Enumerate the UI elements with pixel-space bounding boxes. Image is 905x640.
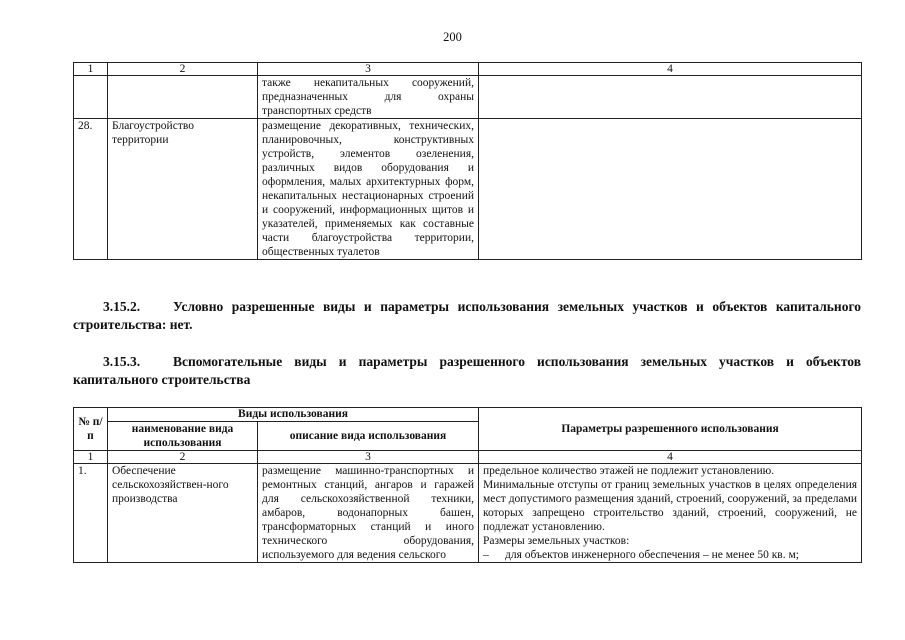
section-heading — [73, 298, 861, 334]
use-description: размещение машинно-транспортных и ремонтных станций, ангаров и гаражей для сельскохозяйственной техники, амбаров, водонапорных башен, трансформаторных станций и иного технического оборудования, используемого для ведения сельского — [258, 464, 479, 563]
section-heading — [73, 353, 861, 389]
row-number: 28. — [74, 119, 108, 260]
params-list-item — [483, 548, 857, 562]
header-group: Виды использования — [108, 408, 479, 422]
continuation-description: также некапитальных сооружений, предназначенных для охраны транспортных средств — [258, 76, 479, 119]
section-title: Условно разрешенные виды и параметры использования земельных участков и объектов капитального строительства: нет. — [73, 299, 861, 332]
col-number: 4 — [479, 451, 862, 464]
use-name: Благоустройство территории — [108, 119, 258, 260]
header-params: Параметры разрешенного использования — [479, 408, 862, 451]
row-number: 1. — [74, 464, 108, 563]
header-row — [74, 408, 862, 422]
params-line: Размеры земельных участков: — [483, 535, 630, 547]
col-number: 1 — [74, 63, 108, 76]
auxiliary-uses-table — [73, 407, 862, 563]
col-number: 3 — [258, 451, 479, 464]
column-number-row — [74, 63, 862, 76]
use-params — [479, 464, 862, 563]
continuation-table — [73, 62, 862, 260]
col-number: 3 — [258, 63, 479, 76]
use-description: размещение декоративных, технических, планировочных, конструктивных устройств, элементов озеленения, различных видов оборудования и оформления, малых архитектурных форм, некапитальных нестационарных строений и сооружений, информационных щитов и указателей, применяемых как составные части благоустройства территории, общественных туалетов — [258, 119, 479, 260]
col-number: 4 — [479, 63, 862, 76]
page-number: 200 — [443, 30, 462, 44]
header-description: описание вида использования — [258, 422, 479, 451]
col-number: 2 — [108, 451, 258, 464]
header-name: наименование вида использования — [108, 422, 258, 451]
col-number: 2 — [108, 63, 258, 76]
section-number: 3.15.3. — [103, 354, 141, 369]
column-number-row — [74, 451, 862, 464]
col-number: 1 — [74, 451, 108, 464]
params-line: для объектов инженерного обеспечения – не менее 50 кв. м; — [505, 549, 799, 561]
table-row — [74, 119, 862, 260]
params-line: Минимальные отступы от границ земельных участков в целях определения мест допустимого размещения зданий, строений, сооружений, за пределами которых запрещено строительство зданий, строений, сооружений, не подлежат установлению. — [483, 479, 858, 533]
section-number: 3.15.2. — [103, 299, 141, 314]
table-row — [74, 464, 862, 563]
section-title: Вспомогательные виды и параметры разрешенного использования земельных участков и объектов капитального строительства — [73, 354, 861, 387]
params-line: предельное количество этажей не подлежит установлению. — [483, 465, 775, 477]
dash-marker: – — [483, 549, 489, 561]
use-name: Обеспечение сельскохозяйствен-ного производства — [108, 464, 258, 563]
use-params — [479, 119, 862, 260]
table-row — [74, 76, 862, 119]
header-num: № п/п — [74, 408, 108, 451]
